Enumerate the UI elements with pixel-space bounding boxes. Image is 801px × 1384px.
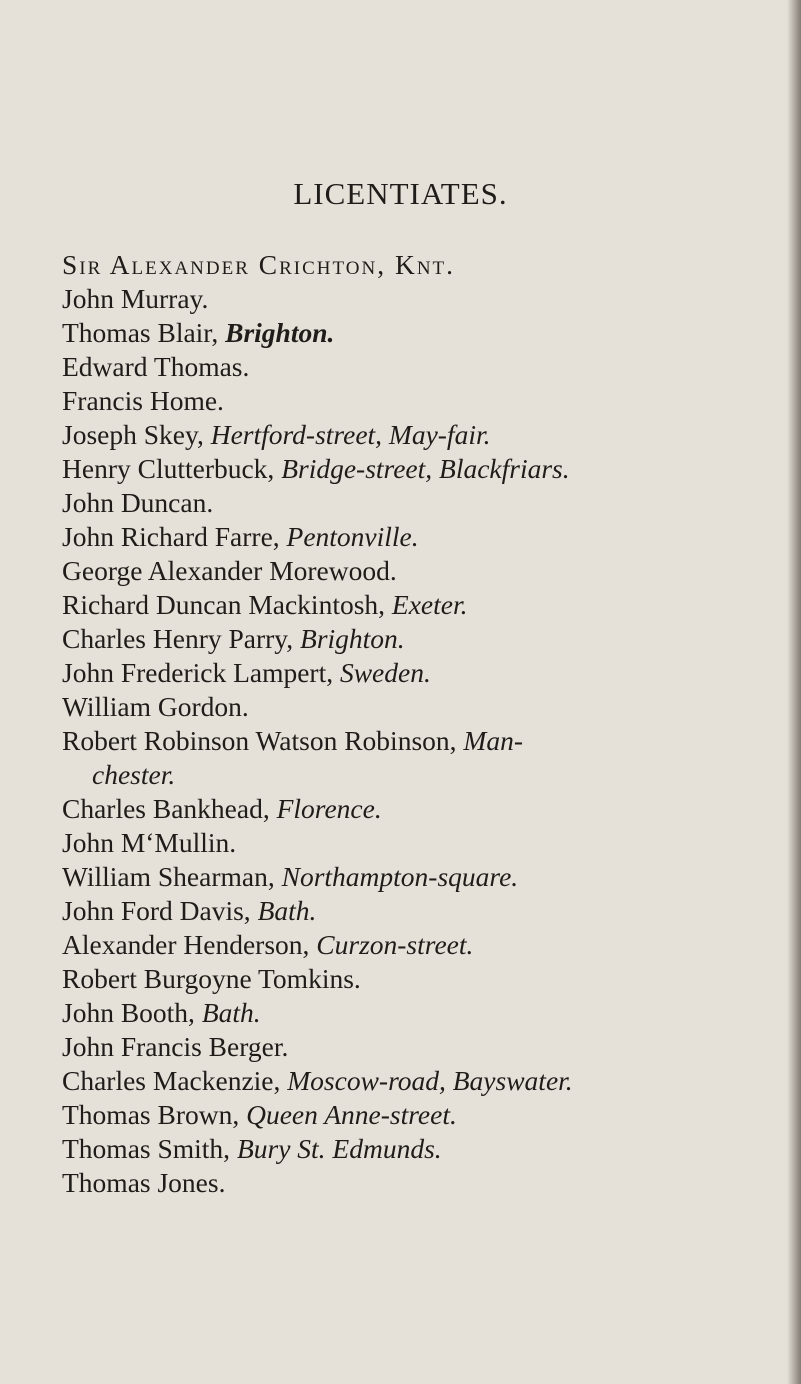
entry-name: Sir Alexander Crichton, Knt.: [62, 249, 456, 280]
entry-place: Brighton.: [300, 623, 405, 654]
entry-place: Moscow-road, Bayswater.: [287, 1065, 573, 1096]
entry-place: Exeter.: [391, 589, 468, 620]
entry-name: Richard Duncan Mackintosh,: [62, 589, 392, 620]
list-item: [0, 452, 801, 486]
entry-name: John Francis Berger.: [62, 1031, 289, 1062]
list-item: [0, 928, 801, 962]
entry-place: Queen Anne-street.: [246, 1099, 457, 1130]
licentiates-list: [0, 248, 801, 1200]
list-item: [0, 486, 801, 520]
entry-place: Bath.: [201, 997, 261, 1028]
entry-name: Thomas Blair,: [62, 317, 226, 348]
entry-place: Man-: [463, 725, 523, 756]
list-item: [0, 622, 801, 656]
entry-name: Thomas Jones.: [62, 1167, 226, 1198]
entry-place: Florence.: [276, 793, 382, 824]
list-item: [0, 1064, 801, 1098]
entry-place: Bath.: [257, 895, 317, 926]
page-title: LICENTIATES.: [293, 176, 508, 211]
entry-name: George Alexander Morewood.: [62, 555, 397, 586]
entry-name: Henry Clutterbuck,: [62, 453, 282, 484]
entry-name: Francis Home.: [62, 385, 224, 416]
entry-name: Thomas Smith,: [62, 1133, 237, 1164]
list-item: [0, 724, 801, 758]
entry-name: Thomas Brown,: [62, 1099, 247, 1130]
list-item: [0, 894, 801, 928]
entry-name: Robert Robinson Watson Robinson,: [62, 725, 464, 756]
entry-name: William Gordon.: [62, 691, 249, 722]
entry-name: Charles Henry Parry,: [62, 623, 301, 654]
entry-name: John Booth,: [62, 997, 202, 1028]
list-item: [0, 656, 801, 690]
entry-name: Robert Burgoyne Tomkins.: [62, 963, 361, 994]
list-item: [0, 690, 801, 724]
entry-name: John Murray.: [62, 283, 209, 314]
entry-name: Alexander Henderson,: [62, 929, 317, 960]
list-item: [0, 1166, 801, 1200]
list-item: [0, 418, 801, 452]
list-item: [0, 350, 801, 384]
entry-name: Joseph Skey,: [62, 419, 211, 450]
list-item: [0, 962, 801, 996]
entry-place: Brighton.: [225, 317, 335, 348]
entry-place: Hertford-street, May-fair.: [210, 419, 491, 450]
entry-place: Sweden.: [339, 657, 431, 688]
entry-place: Bridge-street, Blackfriars.: [281, 453, 570, 484]
entry-place: Northampton-square.: [281, 861, 519, 892]
list-item: [0, 1098, 801, 1132]
entry-place: Curzon-street.: [316, 929, 474, 960]
entry-place: chester.: [92, 759, 176, 790]
list-item: [0, 860, 801, 894]
list-item: [0, 316, 801, 350]
entry-name: John Frederick Lampert,: [62, 657, 340, 688]
list-item-continuation: [0, 758, 801, 792]
entry-name: Charles Bankhead,: [62, 793, 277, 824]
entry-name: Charles Mackenzie,: [62, 1065, 288, 1096]
list-item: [0, 792, 801, 826]
list-item: [0, 1030, 801, 1064]
list-item: [0, 384, 801, 418]
list-item: [0, 996, 801, 1030]
entry-name: John M‘Mullin.: [62, 827, 237, 858]
list-item: [0, 1132, 801, 1166]
list-item: [0, 282, 801, 316]
list-item: [0, 520, 801, 554]
entry-name: John Richard Farre,: [62, 521, 287, 552]
entry-name: John Duncan.: [62, 487, 214, 518]
entry-name: John Ford Davis,: [62, 895, 258, 926]
entry-place: Pentonville.: [286, 521, 419, 552]
list-item: [0, 554, 801, 588]
entry-place: Bury St. Edmunds.: [236, 1133, 442, 1164]
list-item: [0, 826, 801, 860]
list-item: [0, 588, 801, 622]
entry-name: Edward Thomas.: [62, 351, 250, 382]
list-item: [0, 248, 801, 282]
entry-name: William Shearman,: [62, 861, 282, 892]
